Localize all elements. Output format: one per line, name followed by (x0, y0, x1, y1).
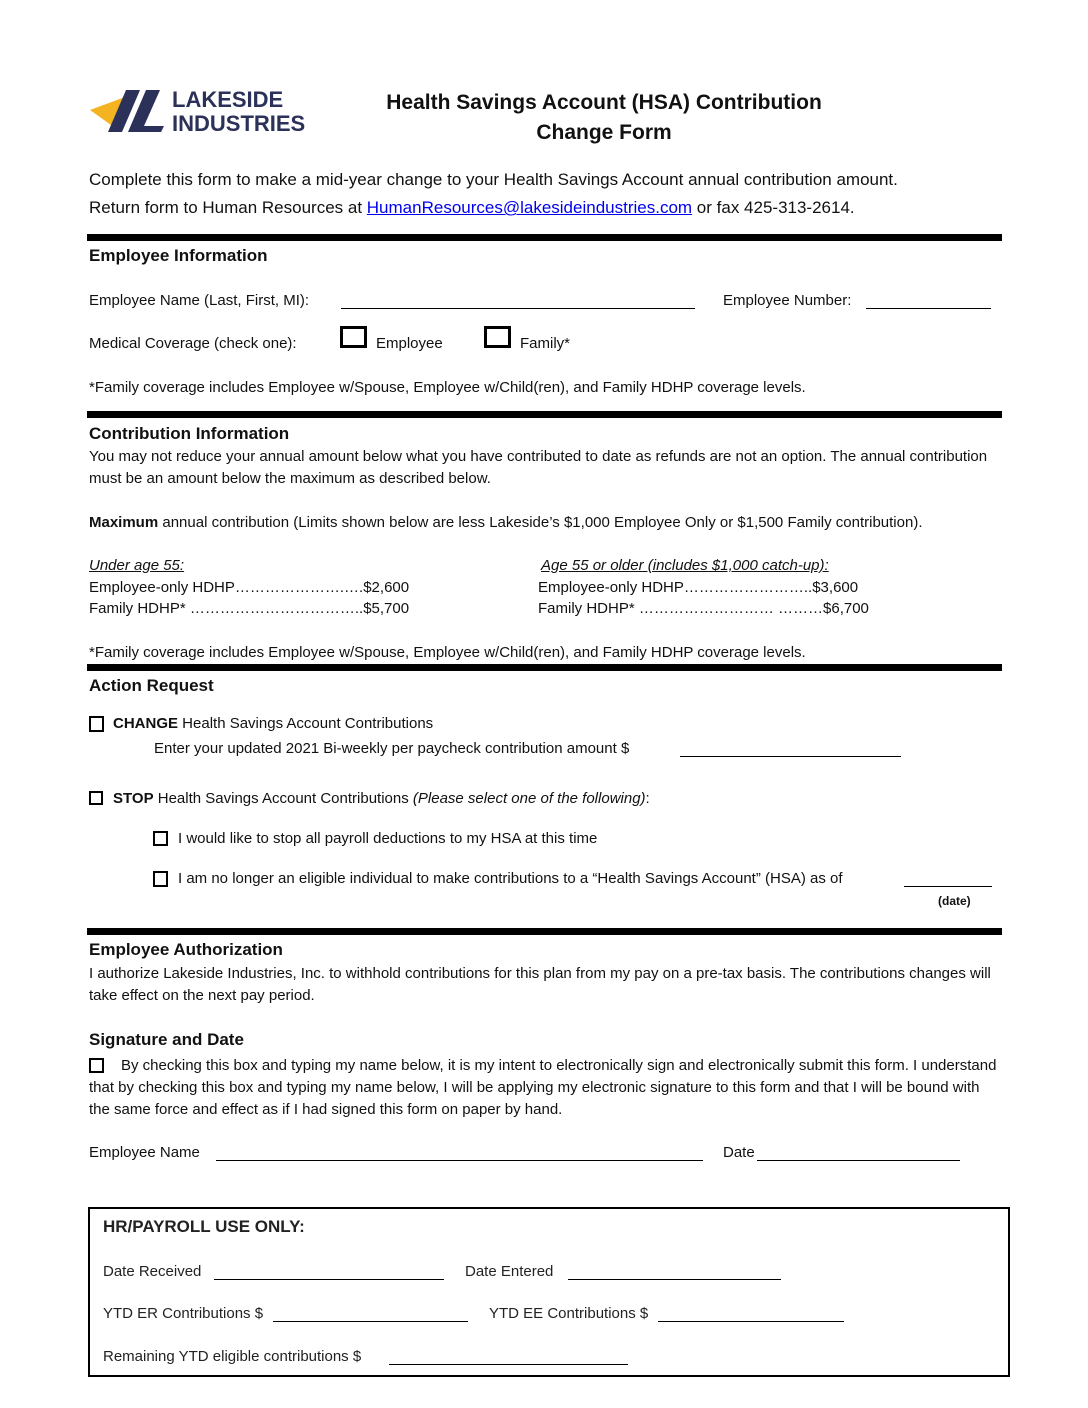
remaining-label: Remaining YTD eligible contributions $ (103, 1348, 362, 1365)
date-received-field[interactable] (214, 1263, 444, 1280)
employee-coverage-checkbox[interactable] (340, 326, 367, 348)
signature-text: By checking this box and typing my name below, it is my intent to electronically sign and electronically submit this form. I understand that by checking this box and typing my name below, I will be applying my electronic signature to this form and that I will be bound with the same force and effect as if I had signed this form on paper by hand. (89, 1057, 997, 1118)
employee-option-label: Employee (376, 335, 443, 352)
signature-date-label: Date (723, 1144, 755, 1161)
change-amount-label: Enter your updated 2021 Bi-weekly per paycheck contribution amount $ (154, 740, 630, 757)
divider (87, 928, 1002, 935)
contribution-text: You may not reduce your annual amount below what you have contributed to date as refunds are not an option. The annual contribution must be an amount below the maximum as described below. (89, 448, 988, 487)
over55-heading: Age 55 or older (includes $1,000 catch-up): (541, 557, 829, 574)
action-heading: Action Request (89, 676, 214, 695)
change-checkbox[interactable] (89, 716, 104, 732)
divider (87, 234, 1002, 241)
hr-heading: HR/PAYROLL USE ONLY: (103, 1217, 305, 1236)
under55-row: Employee-only HDHP………………….….$2,600 (89, 579, 410, 596)
form-title: Health Savings Account (HSA) Contribution (386, 91, 822, 114)
remaining-field[interactable] (389, 1348, 628, 1365)
eligibility-date-field[interactable] (904, 870, 992, 887)
authorization-heading: Employee Authorization (89, 940, 283, 959)
authorization-text: I authorize Lakeside Industries, Inc. to withhold contributions for this plan from my pay on a pre-tax basis. The contributions changes will take effect on the next pay period. (89, 965, 991, 1004)
stop-all-label: I would like to stop all payroll deductions to my HSA at this time (178, 830, 598, 847)
ytd-er-field[interactable] (273, 1305, 468, 1322)
intro-line1: Complete this form to make a mid-year change to your Health Savings Account annual contribution amount. (89, 170, 898, 189)
employee-number-label: Employee Number: (723, 292, 852, 309)
family-footnote: *Family coverage includes Employee w/Spouse, Employee w/Child(ren), and Family HDHP coverage levels. (89, 379, 806, 396)
date-entered-label: Date Entered (465, 1263, 554, 1280)
ytd-ee-field[interactable] (658, 1305, 844, 1322)
stop-label: STOP Health Savings Account Contributions (Please select one of the following): (113, 790, 650, 807)
family-footnote-2: *Family coverage includes Employee w/Spouse, Employee w/Child(ren), and Family HDHP coverage levels. (89, 644, 806, 661)
over55-row: Family HDHP* ……………………… ………$6,700 (538, 600, 869, 617)
logo-text: LAKESIDE INDUSTRIES (172, 87, 306, 136)
date-received-label: Date Received (103, 1263, 202, 1280)
family-option-label: Family* (520, 335, 571, 352)
over55-row: Employee-only HDHP……………………..$3,600 (538, 579, 859, 596)
signature-name-field[interactable] (216, 1144, 703, 1161)
date-hint: (date) (938, 894, 971, 908)
ytd-er-label: YTD ER Contributions $ (103, 1305, 264, 1322)
signature-heading: Signature and Date (89, 1030, 244, 1049)
stop-all-deductions-checkbox[interactable] (153, 831, 168, 846)
family-coverage-checkbox[interactable] (484, 326, 511, 348)
under55-row: Family HDHP* ……………………………..$5,700 (89, 600, 410, 617)
employee-name-field[interactable] (341, 292, 695, 309)
lakeside-logo-icon (88, 88, 168, 134)
maximum-text: Maximum annual contribution (Limits shown below are less Lakeside’s $1,000 Employee Only or $1,500 Family contribution). (89, 514, 923, 531)
date-entered-field[interactable] (568, 1263, 781, 1280)
divider (87, 411, 1002, 418)
signature-date-field[interactable] (757, 1144, 960, 1161)
form-subtitle: Change Form (536, 121, 672, 144)
change-label: CHANGE Health Savings Account Contributions (113, 715, 434, 732)
divider (87, 664, 1002, 671)
not-eligible-label: I am no longer an eligible individual to make contributions to a “Health Savings Account” (HSA) as of (178, 870, 843, 887)
hr-email-link[interactable]: HumanResources@lakesideindustries.com (366, 198, 693, 217)
contribution-amount-field[interactable] (680, 740, 901, 757)
employee-name-label: Employee Name (Last, First, MI): (89, 292, 310, 309)
coverage-label: Medical Coverage (check one): (89, 335, 297, 352)
ytd-ee-label: YTD EE Contributions $ (489, 1305, 649, 1322)
intro-line2: Return form to Human Resources at HumanResources@lakesideindustries.com or fax 425-313-2614. (89, 198, 855, 217)
employee-info-heading: Employee Information (89, 246, 268, 265)
employee-number-field[interactable] (866, 292, 991, 309)
under55-heading: Under age 55: (89, 557, 185, 574)
signature-name-label: Employee Name (89, 1144, 200, 1161)
stop-checkbox[interactable] (89, 791, 103, 805)
contribution-info-heading: Contribution Information (89, 424, 290, 443)
not-eligible-checkbox[interactable] (153, 871, 168, 887)
